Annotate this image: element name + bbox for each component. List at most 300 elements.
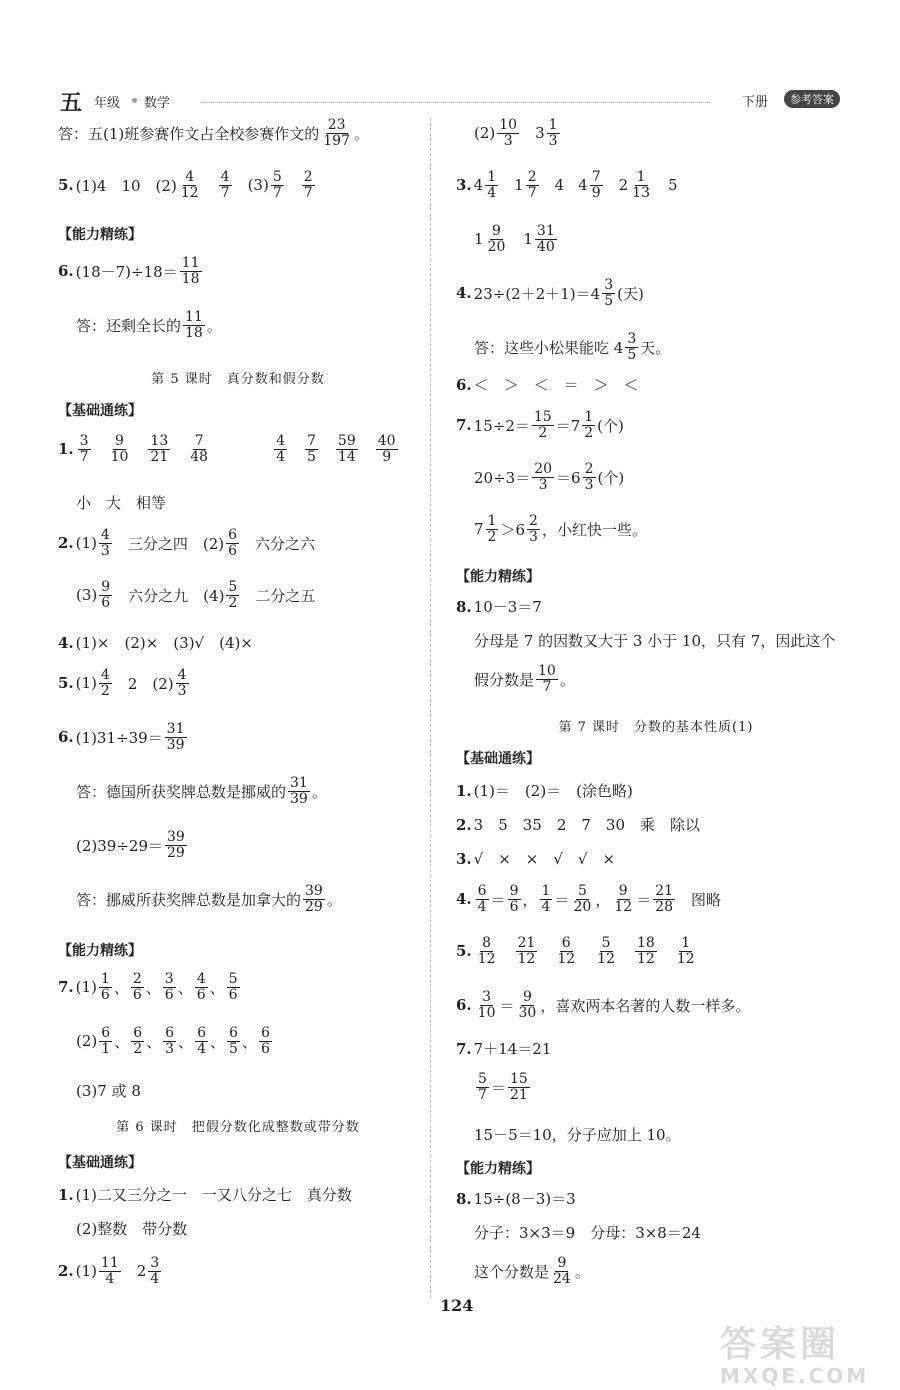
numerator: 1 bbox=[636, 169, 646, 185]
text: 15－5＝10，分子应加上 10。 bbox=[474, 1126, 681, 1144]
answer-line bbox=[456, 1124, 681, 1145]
question-number: 2. bbox=[58, 534, 74, 553]
section-heading: 【基础通练】 bbox=[58, 1155, 142, 1171]
question-number: 6. bbox=[58, 262, 74, 281]
text: (2) bbox=[76, 1032, 98, 1051]
text: (3) bbox=[76, 586, 98, 605]
denominator: 12 bbox=[636, 950, 655, 967]
text: ， bbox=[595, 890, 611, 909]
section-heading: 【基础通练】 bbox=[58, 403, 142, 419]
question-number: 2. bbox=[456, 815, 472, 834]
text: 4 bbox=[473, 176, 484, 195]
answer-line bbox=[456, 936, 699, 966]
fraction bbox=[517, 990, 539, 1020]
answer-line bbox=[456, 814, 700, 835]
numerator: 15 bbox=[509, 1071, 528, 1087]
numerator: 5 bbox=[478, 1071, 487, 1087]
fraction bbox=[486, 514, 499, 544]
text: 。 bbox=[311, 782, 327, 801]
denominator: 7 bbox=[542, 678, 552, 695]
numerator: 4 bbox=[196, 971, 206, 987]
answer-line bbox=[456, 224, 559, 254]
denominator: 30 bbox=[518, 1004, 537, 1021]
answer-line bbox=[58, 434, 400, 464]
question-number: 7. bbox=[58, 978, 74, 997]
fraction bbox=[109, 434, 131, 464]
denominator: 6 bbox=[196, 986, 206, 1003]
fraction bbox=[78, 434, 91, 464]
fraction bbox=[508, 884, 521, 914]
answer-line bbox=[456, 1188, 576, 1209]
fraction bbox=[259, 1026, 272, 1056]
question-number: 7. bbox=[456, 1039, 472, 1058]
numerator: 4 bbox=[276, 433, 285, 449]
fraction bbox=[226, 528, 239, 558]
question-number: 2. bbox=[58, 1262, 74, 1281]
text: ＜ ＞ ＜ ＝ ＞ ＜ bbox=[473, 376, 639, 394]
denominator: 5 bbox=[229, 1040, 238, 1057]
numerator: 5 bbox=[601, 935, 611, 951]
text: (1)× (2)× (3)√ (4)× bbox=[75, 634, 253, 652]
question-number: 1. bbox=[58, 1185, 74, 1204]
fraction bbox=[630, 170, 652, 200]
numerator: 4 bbox=[220, 169, 230, 185]
fraction bbox=[271, 170, 284, 200]
separator: 、 bbox=[178, 1032, 194, 1051]
text: ＞6 bbox=[500, 520, 526, 539]
denominator: 10 bbox=[477, 1004, 496, 1021]
question-number: 3. bbox=[456, 849, 472, 868]
text: (1) bbox=[75, 978, 97, 997]
denominator: 3 bbox=[538, 476, 548, 493]
fraction bbox=[288, 776, 310, 806]
fraction bbox=[131, 1026, 144, 1056]
numerator: 10 bbox=[499, 117, 518, 133]
denominator: 21 bbox=[509, 1086, 528, 1103]
fraction bbox=[535, 224, 557, 254]
text: (天) bbox=[617, 284, 644, 303]
question-number: 5. bbox=[456, 942, 472, 961]
text: 分子：3×3＝9 分母：3×8＝24 bbox=[474, 1224, 701, 1242]
fraction bbox=[602, 278, 615, 308]
question-number: 8. bbox=[456, 1189, 472, 1208]
denominator: 18 bbox=[181, 270, 200, 287]
text: (2) bbox=[474, 124, 496, 143]
denominator: 12 bbox=[614, 898, 633, 915]
numerator: 59 bbox=[337, 433, 356, 449]
numerator: 4 bbox=[100, 667, 110, 683]
text: 20÷3＝ bbox=[474, 468, 531, 487]
numerator: 6 bbox=[229, 1025, 238, 1041]
answer-line bbox=[58, 1184, 352, 1205]
fraction bbox=[195, 972, 208, 1002]
text: ＝7 bbox=[555, 416, 581, 435]
answer-line bbox=[456, 1256, 590, 1286]
fraction bbox=[274, 434, 287, 464]
numerator: 6 bbox=[477, 883, 487, 899]
numerator: 3 bbox=[164, 971, 174, 987]
numerator: 18 bbox=[636, 935, 655, 951]
numerator: 1 bbox=[548, 117, 558, 133]
section-heading: 【能力精练】 bbox=[58, 943, 142, 959]
text: ＝6 bbox=[556, 468, 581, 487]
answer-line bbox=[58, 884, 342, 914]
answer-line bbox=[456, 118, 562, 148]
text: 。 bbox=[206, 316, 222, 335]
numerator: 7 bbox=[194, 433, 204, 449]
denominator: 4 bbox=[150, 1270, 160, 1287]
text: 假分数是 bbox=[474, 670, 535, 689]
fraction bbox=[180, 256, 202, 286]
answer-line bbox=[456, 278, 644, 308]
denominator: 1 bbox=[101, 1040, 111, 1057]
answer-line bbox=[58, 1256, 163, 1286]
text: 15÷2＝ bbox=[473, 416, 530, 435]
numerator: 2 bbox=[303, 169, 313, 185]
denominator: 6 bbox=[228, 986, 238, 1003]
text: 三分之四 (2) bbox=[127, 534, 225, 553]
text: 3 5 35 2 7 30 乘 除以 bbox=[473, 816, 701, 834]
denominator: 9 bbox=[591, 184, 601, 201]
numerator: 2 bbox=[529, 513, 538, 529]
answer-line bbox=[456, 332, 670, 362]
text: 小 大 相等 bbox=[76, 494, 167, 512]
answer-line bbox=[58, 528, 315, 558]
denominator: 4 bbox=[477, 898, 487, 915]
answer-badge: 参考答案 bbox=[784, 90, 840, 108]
answer-line bbox=[456, 884, 721, 914]
numerator: 13 bbox=[150, 433, 169, 449]
text: 23÷(2＋2＋1)＝4 bbox=[473, 284, 601, 303]
denominator: 6 bbox=[228, 542, 238, 559]
separator: 、 bbox=[209, 978, 225, 997]
numerator: 6 bbox=[228, 527, 238, 543]
text: (个) bbox=[597, 416, 624, 435]
text: √ × × √ √ × bbox=[473, 850, 616, 868]
numerator: 5 bbox=[228, 579, 238, 595]
denominator: 20 bbox=[573, 898, 592, 915]
fraction bbox=[183, 310, 205, 340]
fraction bbox=[536, 664, 558, 694]
fraction bbox=[485, 170, 498, 200]
text: 。 bbox=[353, 124, 369, 143]
numerator: 40 bbox=[377, 433, 396, 449]
fraction bbox=[675, 936, 697, 966]
numerator: 6 bbox=[561, 935, 571, 951]
numerator: 15 bbox=[533, 409, 552, 425]
numerator: 2 bbox=[584, 461, 594, 477]
fraction bbox=[305, 434, 318, 464]
text: (1)31÷39＝ bbox=[75, 728, 163, 747]
denominator: 12 bbox=[676, 950, 695, 967]
fraction bbox=[165, 830, 187, 860]
numerator: 8 bbox=[482, 935, 492, 951]
text: ＝ bbox=[554, 890, 570, 909]
denominator: 39 bbox=[166, 736, 185, 753]
text: ，喜欢两本名著的人数一样多。 bbox=[540, 996, 751, 1015]
text: (1) bbox=[75, 534, 97, 553]
numerator: 1 bbox=[584, 409, 594, 425]
fraction bbox=[486, 224, 508, 254]
lesson-title: 第 5 课时 真分数和假分数 bbox=[151, 372, 325, 387]
numerator: 11 bbox=[185, 309, 203, 325]
fraction bbox=[540, 884, 553, 914]
answer-line bbox=[456, 1222, 701, 1243]
denominator: 29 bbox=[167, 844, 185, 861]
numerator: 4 bbox=[177, 667, 187, 683]
text: 答：五(1)班参赛作文占全校参赛作文的 bbox=[58, 124, 320, 143]
denominator: 4 bbox=[105, 1270, 115, 1287]
question-number: 3. bbox=[456, 176, 472, 195]
denominator: 5 bbox=[604, 292, 614, 309]
separator: 、 bbox=[114, 1032, 130, 1051]
question-number: 4. bbox=[456, 284, 472, 303]
text: (3) bbox=[247, 176, 269, 195]
denominator: 4 bbox=[197, 1040, 206, 1057]
text: (1)二又三分之一 一又八分之七 真分数 bbox=[75, 1186, 352, 1204]
text: 4 bbox=[554, 176, 565, 195]
answer-line bbox=[58, 492, 166, 513]
section-heading: 【能力精练】 bbox=[58, 227, 142, 243]
denominator: 9 bbox=[382, 448, 392, 465]
numerator: 31 bbox=[290, 775, 308, 791]
numerator: 2 bbox=[132, 971, 142, 987]
text: (2)39÷29＝ bbox=[76, 836, 163, 855]
denominator: 5 bbox=[307, 448, 316, 465]
numerator: 10 bbox=[538, 663, 556, 679]
grade-label: 年级 bbox=[94, 96, 121, 111]
separator: 、 bbox=[241, 1032, 257, 1051]
text: 分母是 7 的因数又大于 3 小于 10，只有 7，因此这个 bbox=[474, 632, 836, 650]
text: 15÷(8－3)＝3 bbox=[473, 1190, 576, 1208]
denominator: 7 bbox=[220, 184, 230, 201]
question-number: 5. bbox=[58, 176, 74, 195]
denominator: 7 bbox=[79, 448, 89, 465]
fraction bbox=[165, 722, 187, 752]
denominator: 4 bbox=[487, 184, 497, 201]
answer-line bbox=[456, 630, 835, 651]
fraction bbox=[595, 936, 617, 966]
denominator: 39 bbox=[290, 790, 308, 807]
denominator: 4 bbox=[541, 898, 551, 915]
question-number: 5. bbox=[58, 674, 74, 693]
text: ，小红快一些。 bbox=[541, 520, 647, 539]
text: (1) bbox=[75, 1262, 97, 1281]
text: 六分之九 (4) bbox=[128, 586, 225, 605]
fraction bbox=[582, 410, 595, 440]
fraction bbox=[625, 332, 638, 362]
fraction bbox=[99, 528, 112, 558]
denominator: 6 bbox=[100, 986, 110, 1003]
denominator: 6 bbox=[164, 986, 174, 1003]
numerator: 3 bbox=[79, 433, 89, 449]
fraction bbox=[476, 884, 489, 914]
numerator: 2 bbox=[527, 169, 537, 185]
answer-line bbox=[456, 410, 624, 440]
fraction bbox=[653, 884, 675, 914]
numerator: 31 bbox=[166, 721, 185, 737]
fraction bbox=[590, 170, 603, 200]
text: (18－7)÷18＝ bbox=[75, 262, 178, 281]
answer-line bbox=[456, 848, 615, 869]
numerator: 5 bbox=[577, 883, 587, 899]
numerator: 9 bbox=[522, 989, 532, 1005]
section-heading: 【能力精练】 bbox=[456, 1161, 540, 1177]
fraction bbox=[497, 118, 519, 148]
numerator: 3 bbox=[482, 989, 492, 1005]
answer-line bbox=[58, 722, 189, 752]
numerator: 6 bbox=[133, 1025, 143, 1041]
fraction bbox=[532, 410, 554, 440]
denominator: 2 bbox=[584, 424, 594, 441]
answer-line bbox=[58, 256, 204, 286]
text: 1 bbox=[514, 176, 524, 195]
fraction bbox=[179, 170, 201, 200]
fraction bbox=[547, 118, 560, 148]
text: 。 bbox=[574, 1262, 590, 1281]
text: ＝ bbox=[490, 890, 506, 909]
question-number: 1. bbox=[456, 781, 472, 800]
text: 六分之六 bbox=[255, 534, 316, 553]
answer-line bbox=[58, 1080, 141, 1101]
answer-line bbox=[58, 776, 327, 806]
answer-line bbox=[456, 514, 647, 544]
fraction bbox=[99, 668, 112, 698]
column-divider bbox=[430, 118, 431, 1298]
section-heading: 【基础通练】 bbox=[456, 751, 540, 767]
fraction bbox=[476, 1072, 489, 1102]
text: (1)＝ (2)＝ (涂色略) bbox=[473, 782, 633, 800]
question-number: 8. bbox=[456, 597, 472, 616]
question-number: 6. bbox=[58, 728, 74, 747]
numerator: 3 bbox=[627, 331, 637, 347]
numerator: 9 bbox=[509, 883, 519, 899]
denominator: 2 bbox=[487, 528, 497, 545]
fraction bbox=[227, 972, 240, 1002]
fraction bbox=[227, 1026, 240, 1056]
numerator: 11 bbox=[100, 1255, 119, 1271]
text: ＝ bbox=[490, 1078, 506, 1097]
answer-line bbox=[456, 780, 633, 801]
answer-line bbox=[456, 1038, 551, 1059]
denominator: 5 bbox=[627, 346, 637, 363]
watermark-text: 答案圈 bbox=[720, 1324, 841, 1365]
text: (3)7 或 8 bbox=[76, 1082, 141, 1100]
section-heading: 【能力精练】 bbox=[456, 569, 540, 585]
dot-icon bbox=[132, 98, 137, 103]
numerator: 5 bbox=[272, 169, 282, 185]
text: 答：这些小松果能吃 4 bbox=[474, 338, 624, 357]
text: 答：挪威所获奖牌总数是加拿大的 bbox=[76, 890, 302, 909]
watermark-url: MXQE.COM bbox=[720, 1364, 870, 1388]
separator: 、 bbox=[146, 1032, 162, 1051]
text: 2 bbox=[136, 1262, 147, 1281]
denominator: 3 bbox=[100, 542, 110, 559]
numerator: 1 bbox=[487, 169, 497, 185]
numerator: 1 bbox=[487, 513, 497, 529]
fraction bbox=[188, 434, 210, 464]
denominator: 3 bbox=[548, 132, 558, 149]
fraction bbox=[508, 1072, 530, 1102]
fraction bbox=[131, 972, 144, 1002]
answer-line bbox=[456, 170, 678, 200]
fraction bbox=[99, 580, 112, 610]
denominator: 6 bbox=[509, 898, 519, 915]
denominator: 4 bbox=[276, 448, 285, 465]
text: (1)4 10 (2) bbox=[75, 176, 177, 195]
numerator: 7 bbox=[307, 433, 316, 449]
denominator: 197 bbox=[323, 132, 350, 149]
fraction bbox=[148, 1256, 161, 1286]
fraction bbox=[195, 1026, 208, 1056]
denominator: 3 bbox=[529, 528, 538, 545]
denominator: 3 bbox=[177, 682, 187, 699]
denominator: 48 bbox=[190, 448, 209, 465]
denominator: 13 bbox=[632, 184, 650, 201]
text: ＝ bbox=[636, 890, 652, 909]
fraction bbox=[321, 118, 352, 148]
text: 7＋14＝21 bbox=[473, 1040, 552, 1058]
numerator: 9 bbox=[492, 223, 501, 239]
denominator: 10 bbox=[110, 448, 129, 465]
answer-line bbox=[58, 668, 191, 698]
text: 答：还剩全长的 bbox=[76, 316, 182, 335]
fraction bbox=[163, 972, 176, 1002]
denominator: 24 bbox=[553, 1270, 571, 1287]
numerator: 9 bbox=[101, 579, 111, 595]
text: 二分之五 bbox=[255, 586, 316, 605]
numerator: 1 bbox=[541, 883, 551, 899]
denominator: 12 bbox=[597, 950, 615, 967]
denominator: 40 bbox=[536, 238, 555, 255]
question-number: 6. bbox=[456, 375, 472, 394]
numerator: 1 bbox=[681, 935, 691, 951]
denominator: 28 bbox=[655, 898, 673, 915]
fraction bbox=[516, 936, 538, 966]
numerator: 6 bbox=[197, 1025, 206, 1041]
denominator: 2 bbox=[133, 1040, 143, 1057]
fraction bbox=[302, 170, 315, 200]
separator: 、 bbox=[113, 978, 129, 997]
text: (2)整数 带分数 bbox=[76, 1220, 188, 1238]
subject-label: 数学 bbox=[144, 96, 171, 111]
denominator: 29 bbox=[305, 898, 323, 915]
answer-line bbox=[58, 170, 317, 200]
denominator: 3 bbox=[503, 132, 513, 149]
fraction bbox=[612, 884, 634, 914]
numerator: 6 bbox=[260, 1025, 270, 1041]
text: 图略 bbox=[691, 890, 722, 909]
text: 2 bbox=[618, 176, 629, 195]
answer-line bbox=[456, 374, 639, 395]
denominator: 3 bbox=[165, 1040, 175, 1057]
answer-line bbox=[456, 664, 575, 694]
numerator: 9 bbox=[557, 1255, 567, 1271]
fraction bbox=[376, 434, 398, 464]
denominator: 14 bbox=[337, 448, 356, 465]
fraction bbox=[176, 668, 189, 698]
text: ， bbox=[522, 890, 538, 909]
lesson-title: 第 7 课时 分数的基本性质(1) bbox=[558, 720, 754, 735]
numerator: 21 bbox=[655, 883, 673, 899]
text: 。 bbox=[559, 670, 575, 689]
fraction bbox=[148, 434, 170, 464]
volume-label: 下册 bbox=[741, 95, 768, 110]
fraction bbox=[226, 580, 239, 610]
answer-line bbox=[456, 462, 624, 492]
numerator: 7 bbox=[591, 169, 601, 185]
numerator: 4 bbox=[100, 527, 110, 543]
